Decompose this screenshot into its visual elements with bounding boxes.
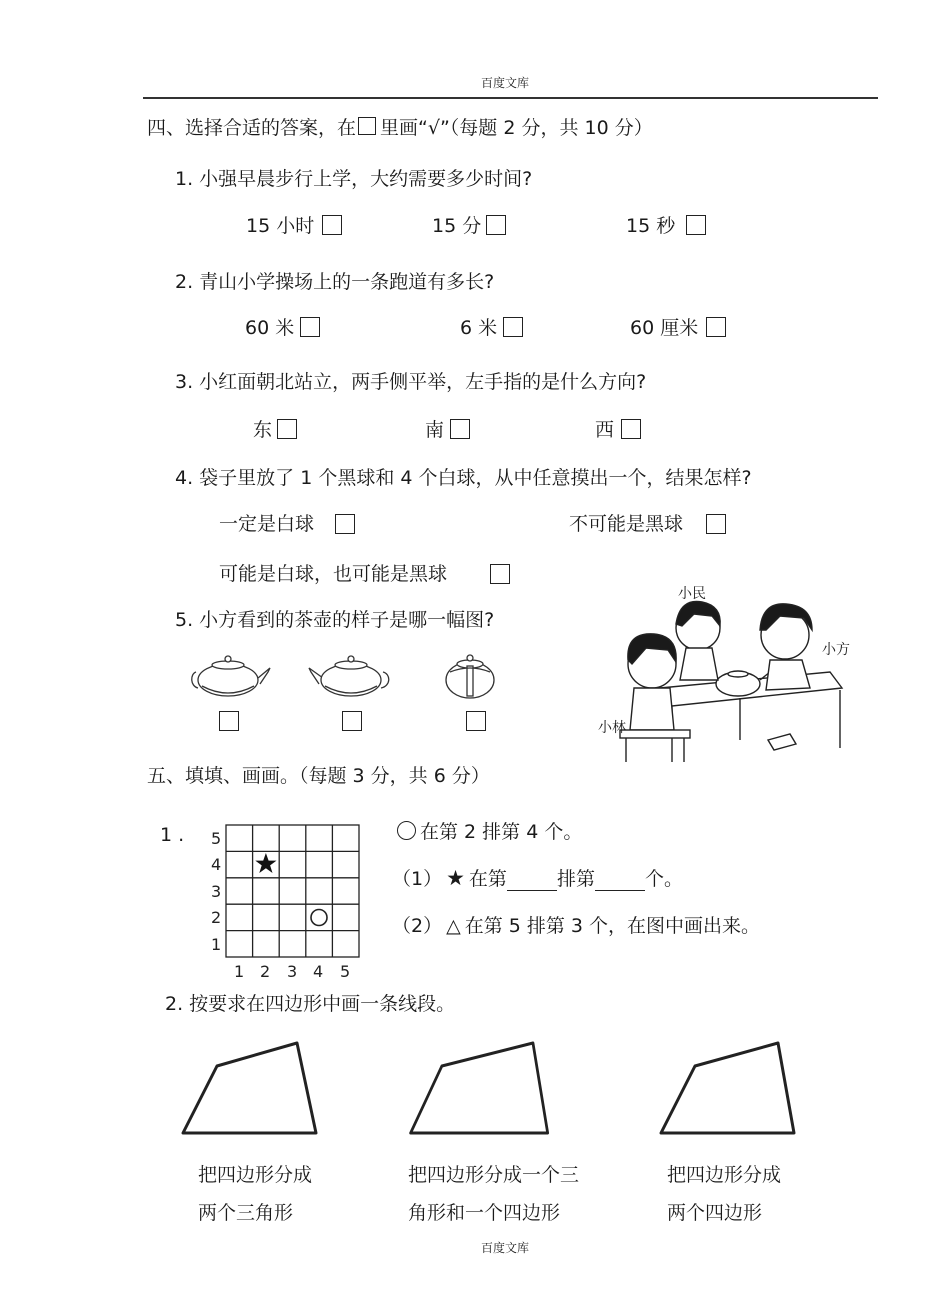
- s5-q1-line2: [392, 914, 760, 938]
- position-grid: [200, 822, 365, 987]
- q1-option-2-label: 15 分: [432, 215, 482, 237]
- grid-row-label: 3: [211, 882, 222, 901]
- s5-q2-title: 2. 按要求在四边形中画一条线段。: [165, 993, 456, 1015]
- grid-row-label: 1: [211, 935, 222, 954]
- circle-icon: [311, 910, 327, 926]
- s5-q1-line1: [392, 866, 683, 891]
- q5-option-1-checkbox[interactable]: [219, 711, 239, 731]
- q3-option-1-checkbox[interactable]: [277, 419, 297, 439]
- grid-col-label: 1: [234, 962, 245, 981]
- quadrilateral-1[interactable]: [178, 1038, 323, 1138]
- question-1: 1. 小强早晨步行上学，大约需要多少时间?: [175, 168, 533, 190]
- circle-line-text: 在第 2 排第 4 个。: [420, 821, 583, 843]
- section5-title: 五、填填、画画。（每题 3 分，共 6 分）: [147, 765, 490, 787]
- line1-mid: 在第: [468, 868, 507, 890]
- grid-row-label: 2: [211, 908, 222, 927]
- q5-option-2-checkbox[interactable]: [342, 711, 362, 731]
- label-xiaofang: 小方: [822, 642, 850, 658]
- line2-text: 在第 5 排第 3 个，在图中画出来。: [464, 915, 761, 937]
- quadrilateral-2[interactable]: [406, 1038, 551, 1138]
- q4-option-1-checkbox[interactable]: [335, 514, 355, 534]
- header-rule: [143, 97, 878, 99]
- header-watermark: 百度文库: [481, 76, 530, 90]
- q1-option-1-label: 15 小时: [246, 215, 315, 237]
- q4-option-3-checkbox[interactable]: [490, 564, 510, 584]
- footer-watermark: 百度文库: [481, 1241, 530, 1255]
- q3-option-1-label: 东: [253, 419, 273, 441]
- section4-title-post: 里画“√”（每题 2 分，共 10 分）: [380, 117, 653, 139]
- question-3: 3. 小红面朝北站立，两手侧平举，左手指的是什么方向?: [175, 371, 647, 393]
- triangle-icon: △: [446, 915, 461, 937]
- children-at-table-illustration: [590, 580, 872, 764]
- col-answer-blank[interactable]: [595, 872, 645, 891]
- question-4: 4. 袋子里放了 1 个黑球和 4 个白球，从中任意摸出一个，结果怎样?: [175, 467, 752, 489]
- grid-row-label: 5: [211, 829, 222, 848]
- q2-option-2-label: 6 米: [460, 317, 498, 339]
- q3-option-2-label: 南: [425, 419, 445, 441]
- caption-1-line-2: 两个三角形: [198, 1202, 294, 1224]
- q2-option-3-checkbox[interactable]: [706, 317, 726, 337]
- teapot-side-view-left-icon: [188, 650, 273, 705]
- line1-prefix: （1）: [392, 868, 443, 890]
- label-xiaolin: 小林: [598, 720, 626, 736]
- caption-2-line-2: 角形和一个四边形: [408, 1202, 561, 1224]
- question-2: 2. 青山小学操场上的一条跑道有多长?: [175, 271, 495, 293]
- grid-col-label: 5: [340, 962, 351, 981]
- section4-title-pre: 四、选择合适的答案，在: [147, 117, 357, 139]
- caption-1-line-1: 把四边形分成: [198, 1164, 313, 1186]
- circle-icon: [397, 821, 416, 840]
- caption-2-line-1: 把四边形分成一个三: [408, 1164, 580, 1186]
- s5-q1-circle-line: [397, 820, 582, 844]
- q4-option-3-label: 可能是白球，也可能是黑球: [219, 563, 448, 585]
- q2-option-1-label: 60 米: [245, 317, 295, 339]
- line1-mid2: 排第: [556, 868, 595, 890]
- q1-option-2-checkbox[interactable]: [486, 215, 506, 235]
- s5-q1-number: 1 .: [160, 824, 185, 846]
- section4-title: [147, 116, 653, 140]
- q3-option-2-checkbox[interactable]: [450, 419, 470, 439]
- q2-option-2-checkbox[interactable]: [503, 317, 523, 337]
- q2-option-1-checkbox[interactable]: [300, 317, 320, 337]
- caption-3-line-1: 把四边形分成: [667, 1164, 782, 1186]
- caption-3-line-2: 两个四边形: [667, 1202, 763, 1224]
- grid-col-label: 2: [260, 962, 271, 981]
- q1-option-3-checkbox[interactable]: [686, 215, 706, 235]
- line1-post: 个。: [644, 868, 683, 890]
- grid-col-label: 3: [287, 962, 298, 981]
- row-answer-blank[interactable]: [507, 872, 557, 891]
- question-5: 5. 小方看到的茶壶的样子是哪一幅图?: [175, 609, 495, 631]
- label-xiaomin: 小民: [678, 586, 706, 602]
- q4-option-2-label: 不可能是黑球: [569, 513, 684, 535]
- q4-option-1-label: 一定是白球: [219, 513, 315, 535]
- q4-option-2-checkbox[interactable]: [706, 514, 726, 534]
- teapot-front-view-icon: [440, 650, 500, 705]
- q1-option-1-checkbox[interactable]: [322, 215, 342, 235]
- grid-col-label: 4: [313, 962, 324, 981]
- q3-option-3-label: 西: [595, 419, 615, 441]
- title-checkbox-icon: [358, 117, 376, 135]
- q1-option-3-label: 15 秒: [626, 215, 676, 237]
- quadrilateral-3[interactable]: [656, 1038, 801, 1138]
- q2-option-3-label: 60 厘米: [630, 317, 699, 339]
- star-icon: [255, 853, 276, 873]
- q5-option-3-checkbox[interactable]: [466, 711, 486, 731]
- q3-option-3-checkbox[interactable]: [621, 419, 641, 439]
- teapot-side-view-right-icon: [303, 650, 393, 705]
- grid-row-label: 4: [211, 855, 222, 874]
- star-icon: ★: [446, 866, 465, 890]
- line2-prefix: （2）: [392, 915, 443, 937]
